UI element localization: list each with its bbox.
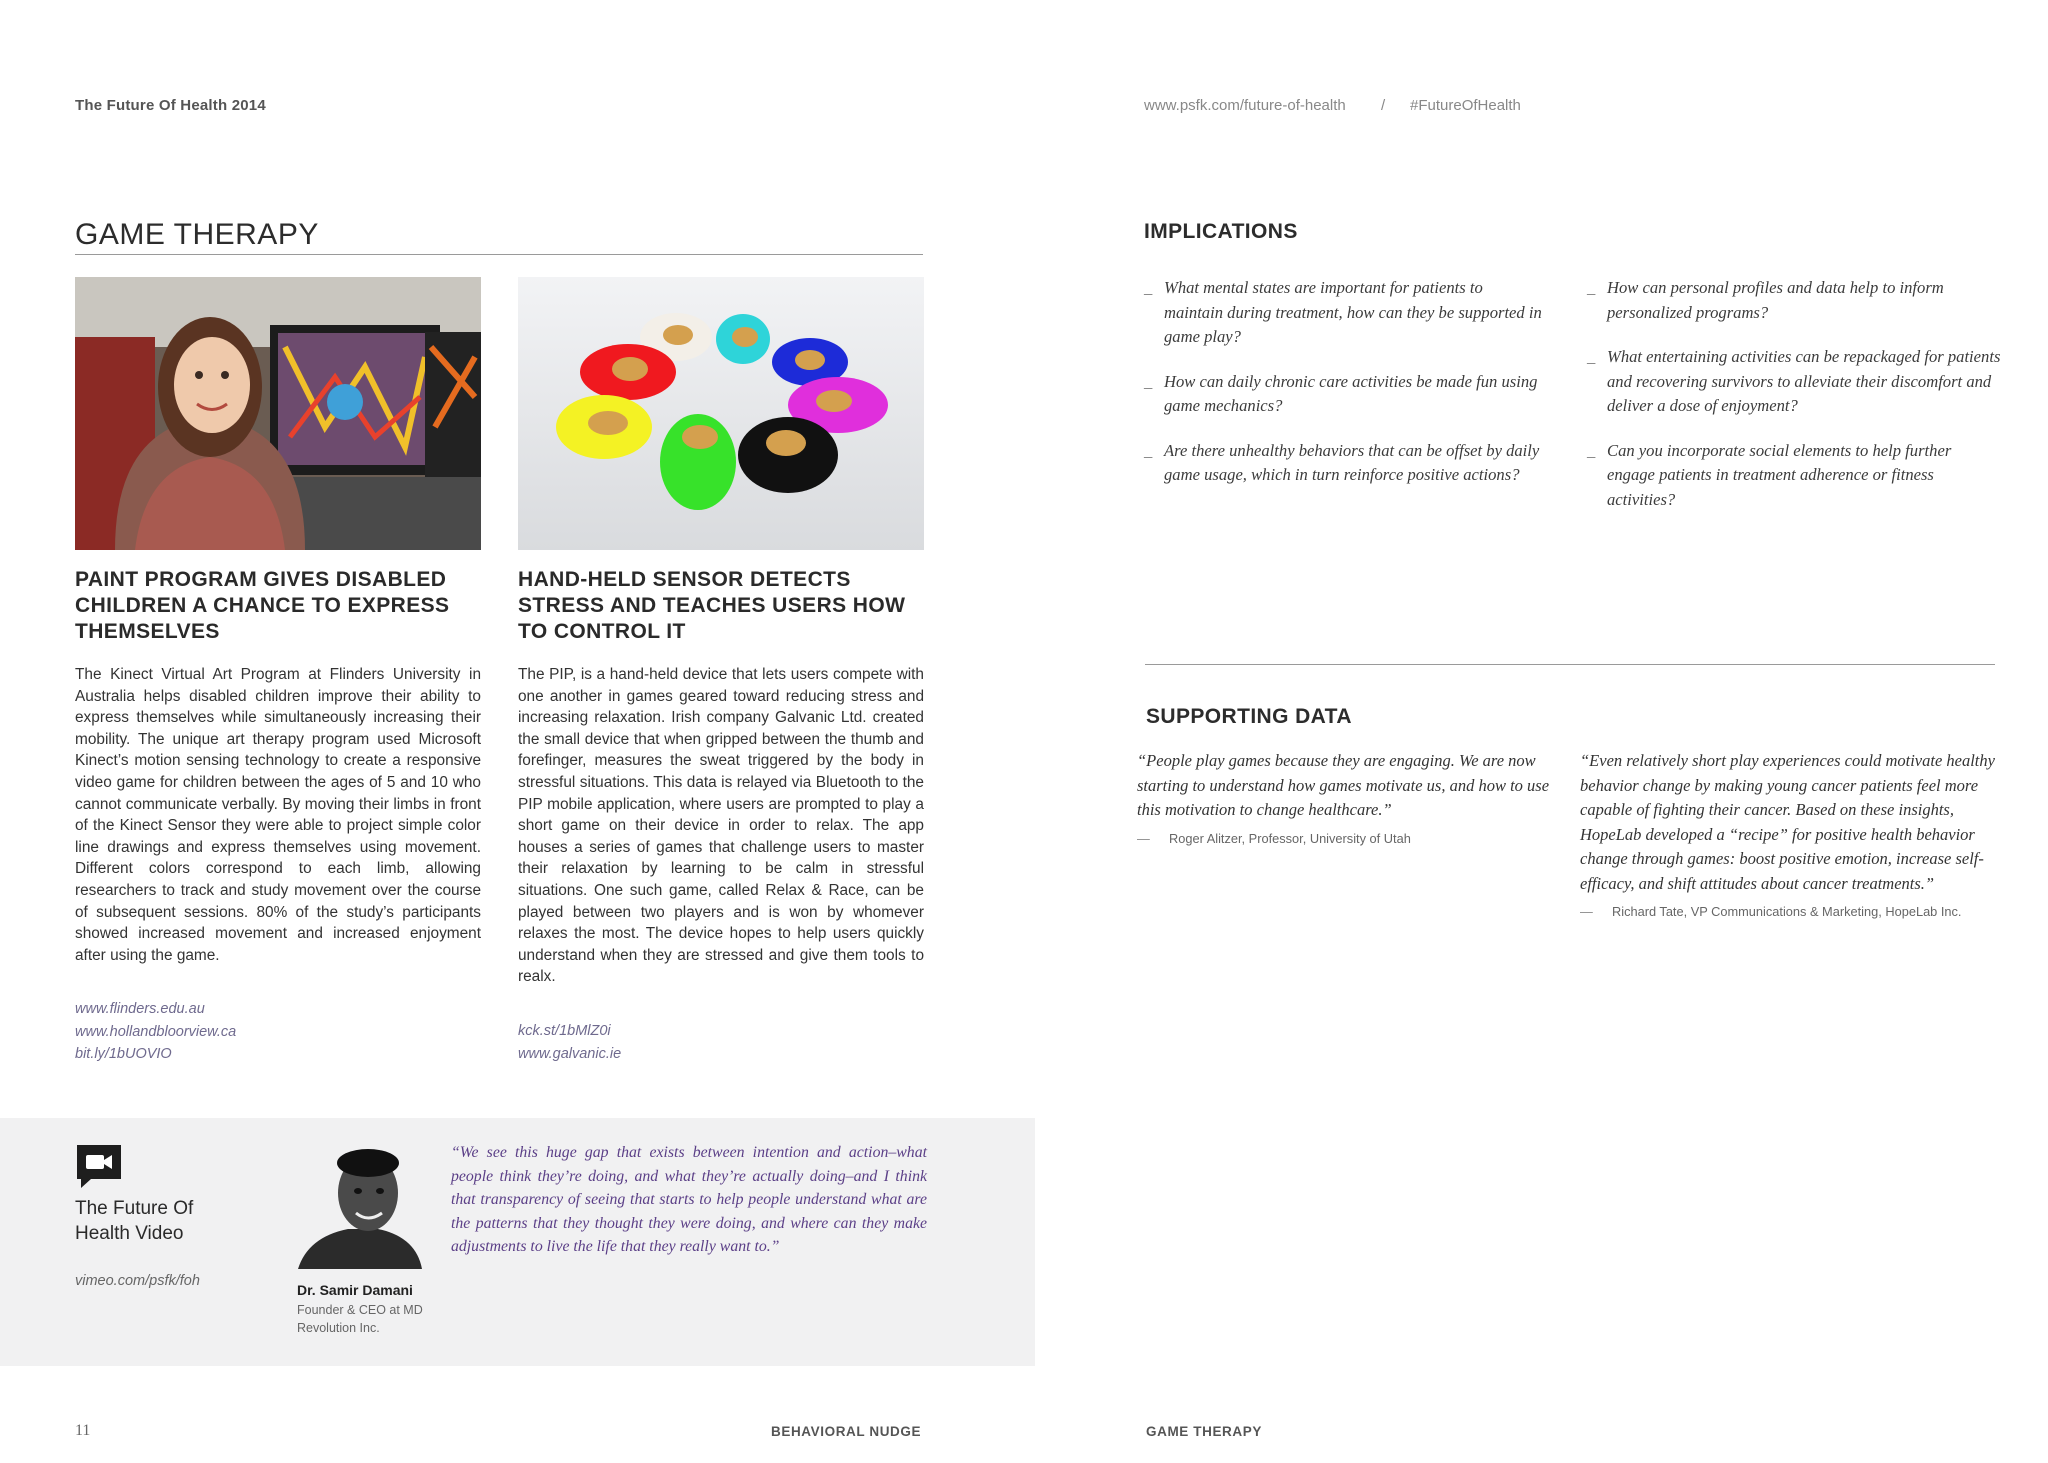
implications-title: IMPLICATIONS xyxy=(1144,220,1298,243)
story-1-link[interactable]: bit.ly/1bUOVIO xyxy=(75,1046,172,1062)
implication-item xyxy=(1587,439,2003,513)
story-2-body: The PIP, is a hand-held device that lets users compete with one another in games geared toward reducing stress and increasing relaxation. Irish company Galvanic Ltd. created the small device that when gripped between the thumb and forefinger, measures the sweat triggered by the body in stressful situations. This data is relayed via Bluetooth to the PIP mobile application, where users are prompted to play a short game on their device in order to relax. The app houses a series of games that challenge users to master their relaxation by learning to be calm in stressful situations. One such game, called Relax & Race, can be played between two players and is won by whomever relaxes the most. The device hopes to help users quickly understand when they are stressed and give them tools to realx. xyxy=(518,666,924,986)
implication-text: What mental states are important for patients to maintain during treatment, how can they be supported in game play? xyxy=(1164,278,1542,346)
bullet-dash: _ xyxy=(1587,278,1596,297)
story-1-link[interactable]: www.flinders.edu.au xyxy=(75,1001,205,1017)
header-separator: / xyxy=(1381,97,1386,114)
story-1-body: The Kinect Virtual Art Program at Flinders University in Australia helps disabled children improve their ability to express themselves while simultaneously increasing their mobility. The unique art therapy program used Microsoft Kinect’s motion sensing technology to create a responsive video game for children between the ages of 5 and 10 who cannot communicate verbally. By moving their limbs in front of the Kinect Sensor they were able to project simple color line drawings and express themselves using movement. Different colors correspond to each limb, allowing researchers to track and study movement over the course of subsequent sessions. 80% of the study’s participants showed increased movement and increased enjoyment after using the game. xyxy=(75,666,481,964)
quote-text: “Even relatively short play experiences could motivate healthy behavior change by making young cancer patients feel more capable of fighting their cancer. Based on these insights, HopeLab developed a “recipe” for positive health behavior change through games: boost positive emotion, increase self-efficacy, and shift attitudes about cancer treatments.” xyxy=(1580,751,1995,893)
quote-attribution xyxy=(1580,904,2000,919)
story-1-title: PAINT PROGRAM GIVES DISABLED CHILDREN A CHANCE TO EXPRESS THEMSELVES xyxy=(75,568,450,643)
implication-item xyxy=(1587,276,2003,325)
implications-col-2 xyxy=(1587,276,2003,532)
video-quote: “We see this huge gap that exists between intention and action–what people think they’re doing, and what they’re actually doing–and I think that transparency of seeing that starts to help people understand what are the patterns that they thought they were doing, and where can they make adjustments to live the life that they really want to.” xyxy=(451,1144,927,1255)
bullet-dash: _ xyxy=(1144,371,1153,391)
person-name: Dr. Samir Damani xyxy=(297,1282,413,1298)
story-1-link[interactable]: www.hollandbloorview.ca xyxy=(75,1023,237,1040)
supporting-quote-2 xyxy=(1580,749,2000,919)
implication-text: How can personal profiles and data help to inform personalized programs? xyxy=(1607,278,1944,322)
bullet-dash: _ xyxy=(1144,278,1153,297)
video-camera-icon[interactable] xyxy=(75,1143,123,1189)
kinect-art-photo xyxy=(75,277,481,550)
attribution-text: Richard Tate, VP Communications & Marketing, HopeLab Inc. xyxy=(1612,904,1962,919)
video-link[interactable]: vimeo.com/psfk/foh xyxy=(75,1273,200,1289)
quote-text: “People play games because they are engaging. We are now starting to understand how games motivate us, and how to use this motivation to change healthcare.” xyxy=(1137,751,1550,819)
quote-attribution xyxy=(1137,831,1557,846)
story-2-links xyxy=(518,1020,924,1065)
section-title-rule xyxy=(75,254,923,255)
left-footer-label: BEHAVIORAL NUDGE xyxy=(771,1424,922,1439)
person-photo xyxy=(298,1145,422,1269)
implication-item xyxy=(1144,370,1544,419)
bullet-dash: _ xyxy=(1587,347,1596,366)
pip-sensor-photo xyxy=(518,277,924,550)
implications-col-1 xyxy=(1144,276,1544,508)
header-url[interactable]: www.psfk.com/future-of-health xyxy=(1144,97,1346,114)
story-2-link[interactable]: www.galvanic.ie xyxy=(518,1045,622,1062)
section-title: GAME THERAPY xyxy=(75,218,319,251)
attribution-dash: — xyxy=(1137,830,1150,846)
section-divider xyxy=(1145,664,1995,665)
implication-item xyxy=(1144,439,1544,488)
implication-text: What entertaining activities can be repackaged for patients and recovering survivors to alleviate their discomfort and deliver a dose of enjoyment? xyxy=(1607,347,2001,415)
attribution-text: Roger Alitzer, Professor, University of Utah xyxy=(1169,830,1411,846)
page-number: 11 xyxy=(75,1422,91,1439)
right-footer-label: GAME THERAPY xyxy=(1146,1424,1262,1439)
implication-text: How can daily chronic care activities be made fun using game mechanics? xyxy=(1164,371,1538,415)
implication-item xyxy=(1587,345,2003,419)
attribution-dash: — xyxy=(1580,904,1593,919)
person-role: Founder & CEO at MD Revolution Inc. xyxy=(297,1303,423,1335)
header-hashtag: #FutureOfHealth xyxy=(1410,97,1521,114)
implication-text: Can you incorporate social elements to help further engage patients in treatment adherence or fitness activities? xyxy=(1607,440,1952,509)
supporting-data-title: SUPPORTING DATA xyxy=(1146,705,1352,728)
publication-title: The Future Of Health 2014 xyxy=(75,97,266,114)
video-title: The Future Of Health Video xyxy=(75,1198,194,1244)
bullet-dash: _ xyxy=(1144,440,1153,460)
story-2-link[interactable]: kck.st/1bMlZ0i xyxy=(518,1023,611,1039)
supporting-quote-1 xyxy=(1137,749,1557,846)
implication-item xyxy=(1144,276,1544,350)
bullet-dash: _ xyxy=(1587,440,1596,460)
implication-text: Are there unhealthy behaviors that can be offset by daily game usage, which in turn reinforce positive actions? xyxy=(1164,440,1540,484)
story-1-links xyxy=(75,998,481,1066)
story-2-title: HAND-HELD SENSOR DETECTS STRESS AND TEACHES USERS HOW TO CONTROL IT xyxy=(518,568,906,643)
